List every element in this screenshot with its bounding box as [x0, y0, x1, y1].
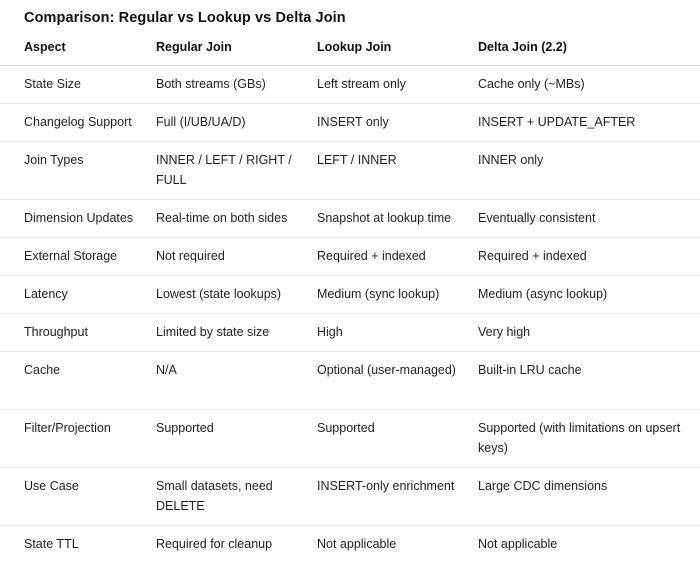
regular-join-cell: Limited by state size	[156, 314, 317, 352]
row-label-cell: Cache	[0, 352, 156, 410]
delta-join-cell: Required + indexed	[478, 238, 700, 276]
row-label-cell: Join Types	[0, 142, 156, 200]
delta-join-cell: Medium (async lookup)	[478, 276, 700, 314]
delta-join-cell: INNER only	[478, 142, 700, 200]
row-label-cell: Throughput	[0, 314, 156, 352]
row-label-cell: Use Case	[0, 468, 156, 526]
lookup-join-cell: INSERT-only enrichment	[317, 468, 478, 526]
row-label-cell: Filter/Projection	[0, 410, 156, 468]
delta-join-cell: Very high	[478, 314, 700, 352]
table-row	[0, 314, 700, 352]
lookup-join-cell: Required + indexed	[317, 238, 478, 276]
table-row	[0, 352, 700, 410]
regular-join-cell: Supported	[156, 410, 317, 468]
table-row	[0, 410, 700, 468]
regular-join-cell: N/A	[156, 352, 317, 410]
row-label-cell: State Size	[0, 66, 156, 104]
column-header-aspect: Aspect	[0, 29, 156, 66]
table-row	[0, 66, 700, 104]
table-row	[0, 526, 700, 564]
lookup-join-cell: Medium (sync lookup)	[317, 276, 478, 314]
row-label-cell: Latency	[0, 276, 156, 314]
lookup-join-cell: High	[317, 314, 478, 352]
delta-join-cell: Eventually consistent	[478, 200, 700, 238]
row-label-cell: State TTL	[24, 537, 79, 551]
table-row	[0, 104, 700, 142]
regular-join-cell: Small datasets, need DELETE	[156, 468, 317, 526]
regular-join-cell: Required for cleanup	[156, 537, 273, 551]
lookup-join-cell: Not applicable	[317, 537, 397, 551]
row-label-cell: Dimension Updates	[0, 200, 156, 238]
regular-join-cell: Real-time on both sides	[156, 200, 317, 238]
lookup-join-cell: Supported	[317, 410, 478, 468]
regular-join-cell: Full (I/UB/UA/D)	[156, 104, 317, 142]
table-header-row	[0, 29, 700, 66]
lookup-join-cell: LEFT / INNER	[317, 142, 478, 200]
delta-join-cell: INSERT + UPDATE_AFTER	[478, 104, 700, 142]
table-row	[0, 468, 700, 526]
delta-join-cell: Cache only (~MBs)	[478, 66, 700, 104]
regular-join-cell: Both streams (GBs)	[156, 66, 317, 104]
regular-join-cell: Not required	[156, 238, 317, 276]
delta-join-cell: Large CDC dimensions	[478, 468, 700, 526]
lookup-join-cell: Snapshot at lookup time	[317, 200, 478, 238]
lookup-join-cell: INSERT only	[317, 104, 478, 142]
page-title: Comparison: Regular vs Lookup vs Delta Join	[24, 10, 346, 26]
regular-join-cell: INNER / LEFT / RIGHT / FULL	[156, 142, 317, 200]
delta-join-cell: Built-in LRU cache	[478, 352, 700, 410]
lookup-join-cell: Left stream only	[317, 66, 478, 104]
column-header-regular-join: Regular Join	[156, 29, 317, 66]
regular-join-cell: Lowest (state lookups)	[156, 276, 317, 314]
lookup-join-cell: Optional (user-managed)	[317, 352, 478, 410]
table-row	[0, 200, 700, 238]
table-row	[0, 238, 700, 276]
column-header-lookup-join: Lookup Join	[317, 29, 478, 66]
row-label-cell: External Storage	[0, 238, 156, 276]
table-row	[0, 276, 700, 314]
delta-join-cell: Supported (with limitations on upsert keys)	[478, 410, 700, 468]
table-row	[0, 142, 700, 200]
row-label-cell: Changelog Support	[0, 104, 156, 142]
column-header-delta-join: Delta Join (2.2)	[478, 29, 700, 66]
delta-join-cell: Not applicable	[478, 537, 558, 551]
comparison-table	[0, 29, 700, 564]
